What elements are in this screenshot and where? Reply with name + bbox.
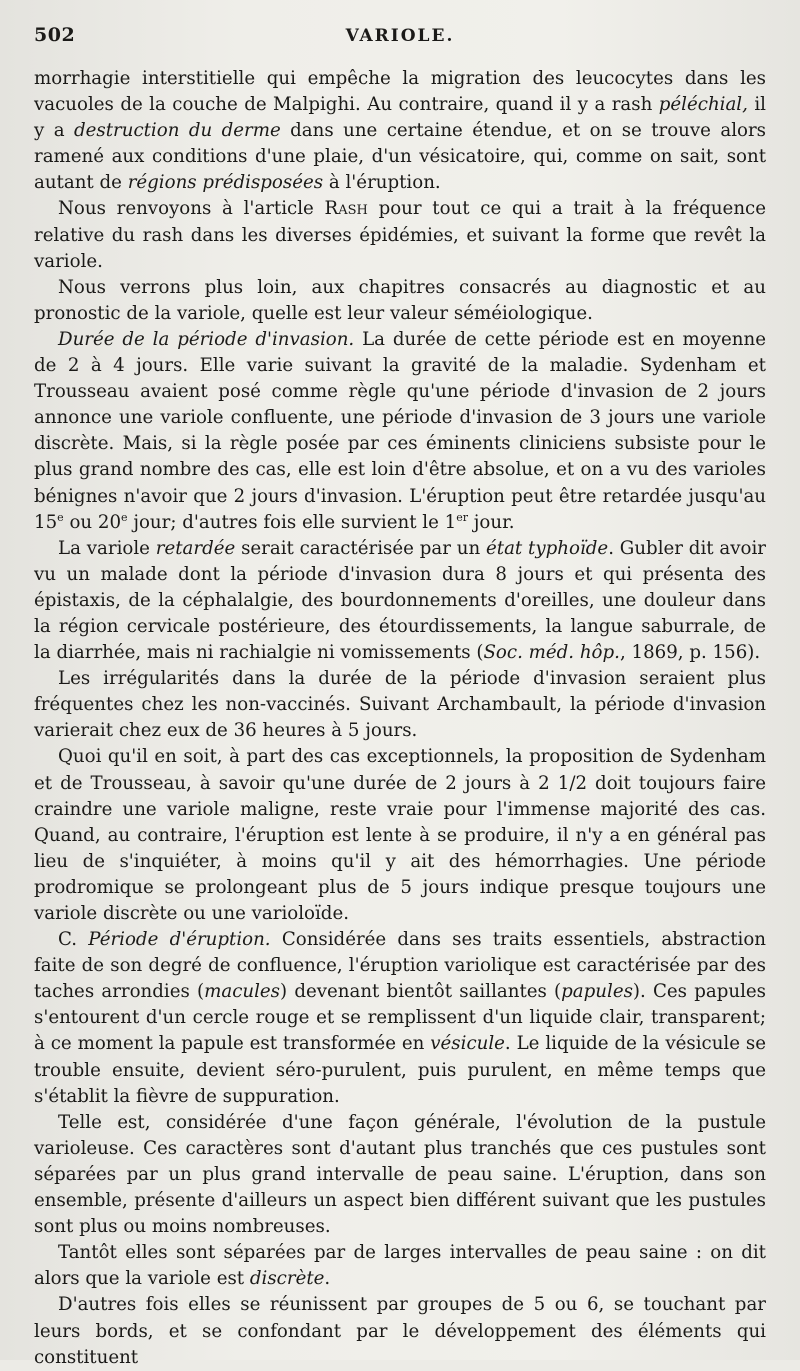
text-run: ) devenant bientôt saillantes (	[280, 981, 562, 1003]
running-title: VARIOLE.	[345, 26, 455, 46]
italic-text: Durée de la période d'invasion.	[58, 328, 355, 350]
italic-text: régions prédisposées	[127, 172, 324, 194]
italic-text: péléchial,	[658, 94, 748, 116]
page-header	[34, 24, 766, 64]
text-run: dans une certaine étendue, et on se trouve alors ramené aux conditions d'une plaie, d'un vésicatoire, qui, comme on sait, sont autant de	[34, 120, 766, 194]
text-run: il y a	[34, 94, 766, 142]
text-run: Considérée dans ses traits essentiels, abstraction faite de son degré de confluence, l'éruption variolique est caractérisée par des taches arrondies (	[34, 929, 766, 1003]
paragraph-8	[34, 927, 766, 1110]
italic-text: retardée	[155, 537, 236, 559]
superscript-text: e	[121, 510, 128, 524]
text-run: Les irrégularités dans la durée de la période d'invasion seraient plus fréquentes chez les non-vaccinés. Suivant Archambault, la période d'invasion varierait chez eux de 36 heures à 5 jours.	[34, 668, 766, 742]
body-text	[34, 66, 766, 1371]
text-run: ou 20	[63, 511, 122, 533]
paragraph-9	[34, 1110, 766, 1240]
text-run: serait caractérisée par un	[235, 537, 486, 559]
paragraph-10	[34, 1240, 766, 1292]
text-run: jour; d'autres fois elle survient le 1	[127, 511, 457, 533]
superscript-text: er	[456, 510, 468, 524]
italic-text: macules	[204, 981, 281, 1003]
italic-text: discrète	[249, 1268, 325, 1290]
italic-text: vésicule	[430, 1033, 505, 1055]
text-run: La variole	[58, 537, 156, 559]
italic-text: destruction du derme	[73, 120, 281, 142]
text-run: jour.	[468, 511, 515, 533]
italic-text: papules	[561, 981, 633, 1003]
paragraph-1	[34, 66, 766, 196]
text-run: morrhagie interstitielle qui empêche la migration des leucocytes dans les vacuoles de la couche de Malpighi. Au contraire, quand il y a rash	[34, 68, 766, 116]
text-run: Telle est, considérée d'une façon générale, l'évolution de la pustule varioleuse. Ces caractères sont d'autant plus tranchés que ces pustules sont séparées par un plus grand intervalle de peau saine. L'éruption, dans son ensemble, présente d'ailleurs un aspect bien différent suivant que les pustules sont plus ou moins nombreuses.	[34, 1111, 766, 1238]
text-run: , 1869, p. 156).	[619, 642, 761, 664]
text-run: Quoi qu'il en soit, à part des cas exceptionnels, la proposition de Sydenham et de Trousseau, à savoir qu'une durée de 2 jours à 2 1/2 doit toujours faire craindre une variole maligne, reste vraie pour l'immense majorité des cas. Quand, au contraire, l'éruption est lente à se produire, il n'y a en général pas lieu de s'inquiéter, à moins qu'il y ait des hémorrhagies. Une période prodromique se prolongeant plus de 5 jours indique presque toujours une variole discrète ou une varioloïde.	[34, 746, 766, 924]
superscript-text: e	[57, 510, 64, 524]
text-run: . Le liquide de la vésicule se trouble ensuite, devient séro-purulent, puis purulent, en même temps que s'établit la fièvre de suppuration.	[34, 1033, 766, 1107]
text-run: La durée de cette période est en moyenne de 2 à 4 jours. Elle varie suivant la gravité de la maladie. Sydenham et Trousseau avaient posé comme règle qu'une période d'invasion de 2 jours annonce une variole confluente, une période d'invasion de 3 jours une variole discrète. Mais, si la règle posée par ces éminents cliniciens subsiste pour le plus grand nombre des cas, elle est loin d'être absolue, et on a vu des varioles bénignes n'avoir que 2 jours d'invasion. L'éruption peut être retardée jusqu'au 15	[34, 328, 766, 533]
text-run: .	[324, 1268, 331, 1290]
italic-text: Période d'éruption.	[88, 929, 271, 951]
italic-text: Soc. méd. hôp.	[483, 642, 620, 664]
paragraph-5	[34, 536, 766, 666]
italic-text: état typhoïde	[486, 537, 609, 559]
paragraph-3	[34, 275, 766, 327]
small-caps-text: Rash	[324, 198, 368, 220]
text-run: Nous verrons plus loin, aux chapitres consacrés au diagnostic et au pronostic de la variole, quelle est leur valeur séméiologique.	[34, 276, 766, 324]
paragraph-2	[34, 196, 766, 274]
paragraph-7	[34, 744, 766, 927]
paragraph-6	[34, 666, 766, 744]
text-run: à l'éruption.	[323, 172, 441, 194]
text-run: C.	[58, 929, 89, 951]
paragraph-11	[34, 1292, 766, 1370]
text-run: . Gubler dit avoir vu un malade dont la période d'invasion dura 8 jours et qui présenta des épistaxis, de la céphalalgie, des bourdonnements d'oreilles, une douleur dans la région cervicale postérieure, des étourdissements, la langue saburrale, de la diarrhée, mais ni rachialgie ni vomissements (	[34, 537, 766, 664]
page-number: 502	[34, 24, 76, 46]
text-run: Tantôt elles sont séparées par de larges intervalles de peau saine : on dit alors que la variole est	[34, 1242, 766, 1290]
text-run: ). Ces papules s'entourent d'un cercle rouge et se remplissent d'un liquide clair, transparent; à ce moment la papule est transformée en	[34, 981, 766, 1055]
text-run: D'autres fois elles se réunissent par groupes de 5 ou 6, se touchant par leurs bords, et se confondant par le développement des éléments qui constituent	[34, 1294, 766, 1368]
text-run: pour tout ce qui a trait à la fréquence relative du rash dans les diverses épidémies, et suivant la forme que revêt la variole.	[34, 198, 766, 272]
paragraph-4	[34, 327, 766, 536]
text-run: Nous renvoyons à l'article	[58, 198, 325, 220]
